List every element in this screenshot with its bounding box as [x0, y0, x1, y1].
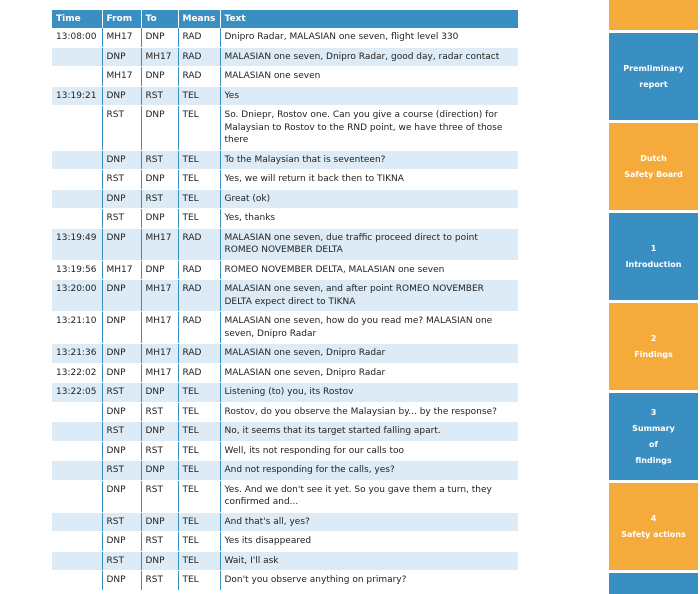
cell-to: DNP — [141, 67, 178, 87]
header-to: To — [141, 10, 178, 28]
cell-time — [52, 209, 102, 229]
cell-time — [52, 402, 102, 422]
cell-time — [52, 532, 102, 552]
table-row — [52, 280, 518, 312]
cell-text: MALASIAN one seven, Dnipro Radar — [220, 363, 518, 383]
cell-from: DNP — [102, 280, 141, 312]
nav-tab-preliminary-report[interactable] — [609, 33, 698, 120]
table-row — [52, 86, 518, 106]
header-time: Time — [52, 10, 102, 28]
table-row — [52, 551, 518, 571]
cell-time: 13:19:21 — [52, 86, 102, 106]
table-row — [52, 47, 518, 67]
cell-from: DNP — [102, 532, 141, 552]
cell-means: RAD — [178, 280, 220, 312]
table-row — [52, 312, 518, 344]
cell-text: Great (ok) — [220, 189, 518, 209]
cell-time — [52, 441, 102, 461]
cell-means: TEL — [178, 551, 220, 571]
cell-text: Dnipro Radar, MALASIAN one seven, flight level 330 — [220, 28, 518, 47]
cell-text: Don't you observe anything on primary? — [220, 571, 518, 591]
cell-to: RST — [141, 402, 178, 422]
cell-from: MH17 — [102, 260, 141, 280]
cell-text: ROMEO NOVEMBER DELTA, MALASIAN one seven — [220, 260, 518, 280]
table-row — [52, 383, 518, 403]
cell-means: RAD — [178, 363, 220, 383]
cell-means: TEL — [178, 422, 220, 442]
cell-text: MALASIAN one seven, how do you read me? MALASIAN one seven, Dnipro Radar — [220, 312, 518, 344]
cell-time — [52, 551, 102, 571]
nav-tab-label: 1 Introduction — [625, 243, 682, 269]
cell-text: And not responding for the calls, yes? — [220, 461, 518, 481]
table-header-row — [52, 10, 518, 28]
cell-to: RST — [141, 441, 178, 461]
cell-text: So. Dniepr, Rostov one. Can you give a course (direction) for Malaysian to Rostov to the RND point, we have three of those there — [220, 106, 518, 151]
table-row — [52, 363, 518, 383]
table-row — [52, 260, 518, 280]
cell-text: Yes, thanks — [220, 209, 518, 229]
cell-means: RAD — [178, 344, 220, 364]
cell-from: RST — [102, 551, 141, 571]
cell-to: MH17 — [141, 47, 178, 67]
cell-text: Yes. And we don't see it yet. So you gave them a turn, they confirmed and... — [220, 480, 518, 512]
cell-text: MALASIAN one seven, Dnipro Radar — [220, 344, 518, 364]
cell-from: RST — [102, 461, 141, 481]
cell-means: TEL — [178, 480, 220, 512]
cell-from: DNP — [102, 150, 141, 170]
cell-to: RST — [141, 480, 178, 512]
cell-means: TEL — [178, 106, 220, 151]
cell-time — [52, 461, 102, 481]
cell-to: DNP — [141, 209, 178, 229]
transcript-table — [52, 10, 518, 591]
cell-means: RAD — [178, 312, 220, 344]
cell-time — [52, 106, 102, 151]
cell-from: DNP — [102, 363, 141, 383]
cell-time — [52, 189, 102, 209]
cell-from: DNP — [102, 189, 141, 209]
cell-to: RST — [141, 571, 178, 591]
table-row — [52, 461, 518, 481]
cell-to: MH17 — [141, 312, 178, 344]
cell-text: Yes its disappeared — [220, 532, 518, 552]
table-row — [52, 344, 518, 364]
cell-time: 13:08:00 — [52, 28, 102, 47]
cell-means: TEL — [178, 209, 220, 229]
cell-time: 13:22:02 — [52, 363, 102, 383]
cell-to: RST — [141, 150, 178, 170]
header-from: From — [102, 10, 141, 28]
cell-time: 13:20:00 — [52, 280, 102, 312]
cell-from: RST — [102, 422, 141, 442]
cell-means: TEL — [178, 402, 220, 422]
cell-means: RAD — [178, 67, 220, 87]
cell-means: TEL — [178, 86, 220, 106]
cell-from: RST — [102, 209, 141, 229]
table-row — [52, 228, 518, 260]
cell-to: RST — [141, 532, 178, 552]
cell-time: 13:19:49 — [52, 228, 102, 260]
table-row — [52, 480, 518, 512]
table-row — [52, 150, 518, 170]
nav-tab-label: Premliminary report — [623, 63, 684, 89]
cell-text: Yes — [220, 86, 518, 106]
cell-from: DNP — [102, 344, 141, 364]
header-text: Text — [220, 10, 518, 28]
cell-text: Wait, I'll ask — [220, 551, 518, 571]
cell-time — [52, 422, 102, 442]
nav-tab-dutch-safety-board[interactable] — [609, 123, 698, 210]
cell-means: TEL — [178, 150, 220, 170]
cell-text: No, it seems that its target started falling apart. — [220, 422, 518, 442]
nav-tab-label: 2 Findings — [634, 333, 673, 359]
table-row — [52, 532, 518, 552]
cell-to: DNP — [141, 551, 178, 571]
cell-means: TEL — [178, 571, 220, 591]
cell-from: RST — [102, 170, 141, 190]
cell-time: 13:21:10 — [52, 312, 102, 344]
cell-from: DNP — [102, 441, 141, 461]
cell-time — [52, 67, 102, 87]
cell-from: DNP — [102, 228, 141, 260]
cell-from: DNP — [102, 480, 141, 512]
cell-means: TEL — [178, 441, 220, 461]
table-row — [52, 106, 518, 151]
nav-tab-safety-actions[interactable] — [609, 483, 698, 570]
cell-to: DNP — [141, 28, 178, 47]
table-row — [52, 512, 518, 532]
cell-time — [52, 170, 102, 190]
cell-means: TEL — [178, 532, 220, 552]
cell-time: 13:22:05 — [52, 383, 102, 403]
table-row — [52, 170, 518, 190]
cell-time — [52, 512, 102, 532]
cell-to: MH17 — [141, 363, 178, 383]
cell-text: MALASIAN one seven — [220, 67, 518, 87]
table-row — [52, 209, 518, 229]
cell-from: DNP — [102, 571, 141, 591]
cell-from: DNP — [102, 86, 141, 106]
table-row — [52, 441, 518, 461]
nav-tab-top[interactable] — [609, 0, 698, 30]
cell-to: DNP — [141, 170, 178, 190]
cell-text: Listening (to) you, its Rostov — [220, 383, 518, 403]
cell-time: 13:21:36 — [52, 344, 102, 364]
cell-time — [52, 150, 102, 170]
cell-to: DNP — [141, 422, 178, 442]
nav-tab-label: Dutch Safety Board — [624, 153, 683, 179]
table-row — [52, 67, 518, 87]
cell-to: DNP — [141, 461, 178, 481]
cell-text: Well, its not responding for our calls too — [220, 441, 518, 461]
cell-to: DNP — [141, 512, 178, 532]
cell-from: RST — [102, 106, 141, 151]
cell-means: TEL — [178, 170, 220, 190]
cell-means: TEL — [178, 461, 220, 481]
cell-to: DNP — [141, 260, 178, 280]
table-row — [52, 402, 518, 422]
table-row — [52, 28, 518, 47]
cell-means: RAD — [178, 28, 220, 47]
cell-from: RST — [102, 512, 141, 532]
cell-to: RST — [141, 86, 178, 106]
cell-means: RAD — [178, 228, 220, 260]
cell-to: MH17 — [141, 280, 178, 312]
cell-means: RAD — [178, 47, 220, 67]
cell-to: MH17 — [141, 228, 178, 260]
cell-text: To the Malaysian that is seventeen? — [220, 150, 518, 170]
nav-tab-label: 4 Safety actions — [621, 513, 686, 539]
cell-text: Rostov, do you observe the Malaysian by... by the response? — [220, 402, 518, 422]
cell-to: DNP — [141, 106, 178, 151]
cell-means: TEL — [178, 383, 220, 403]
cell-text: MALASIAN one seven, due traffic proceed direct to point ROMEO NOVEMBER DELTA — [220, 228, 518, 260]
cell-time — [52, 47, 102, 67]
nav-tab-introduction[interactable] — [609, 213, 698, 300]
cell-from: RST — [102, 383, 141, 403]
cell-time: 13:19:56 — [52, 260, 102, 280]
table-row — [52, 189, 518, 209]
cell-text: MALASIAN one seven, and after point ROMEO NOVEMBER DELTA expect direct to TIKNA — [220, 280, 518, 312]
table-row — [52, 571, 518, 591]
cell-from: DNP — [102, 402, 141, 422]
cell-time — [52, 571, 102, 591]
cell-text: MALASIAN one seven, Dnipro Radar, good day, radar contact — [220, 47, 518, 67]
cell-to: DNP — [141, 383, 178, 403]
cell-time — [52, 480, 102, 512]
cell-from: MH17 — [102, 28, 141, 47]
cell-means: TEL — [178, 512, 220, 532]
cell-from: DNP — [102, 312, 141, 344]
report-sidebar-nav — [607, 0, 700, 594]
nav-tab-label: 3 Summary of findings — [632, 407, 675, 465]
nav-tab-findings[interactable] — [609, 303, 698, 390]
cell-means: RAD — [178, 260, 220, 280]
cell-means: TEL — [178, 189, 220, 209]
nav-tab-summary-of-findings[interactable] — [609, 393, 698, 480]
header-means: Means — [178, 10, 220, 28]
cell-to: MH17 — [141, 344, 178, 364]
cell-text: Yes, we will return it back then to TIKNA — [220, 170, 518, 190]
table-row — [52, 422, 518, 442]
cell-from: DNP — [102, 47, 141, 67]
cell-from: MH17 — [102, 67, 141, 87]
nav-tab-bottom[interactable] — [609, 573, 698, 594]
cell-to: RST — [141, 189, 178, 209]
cell-text: And that's all, yes? — [220, 512, 518, 532]
